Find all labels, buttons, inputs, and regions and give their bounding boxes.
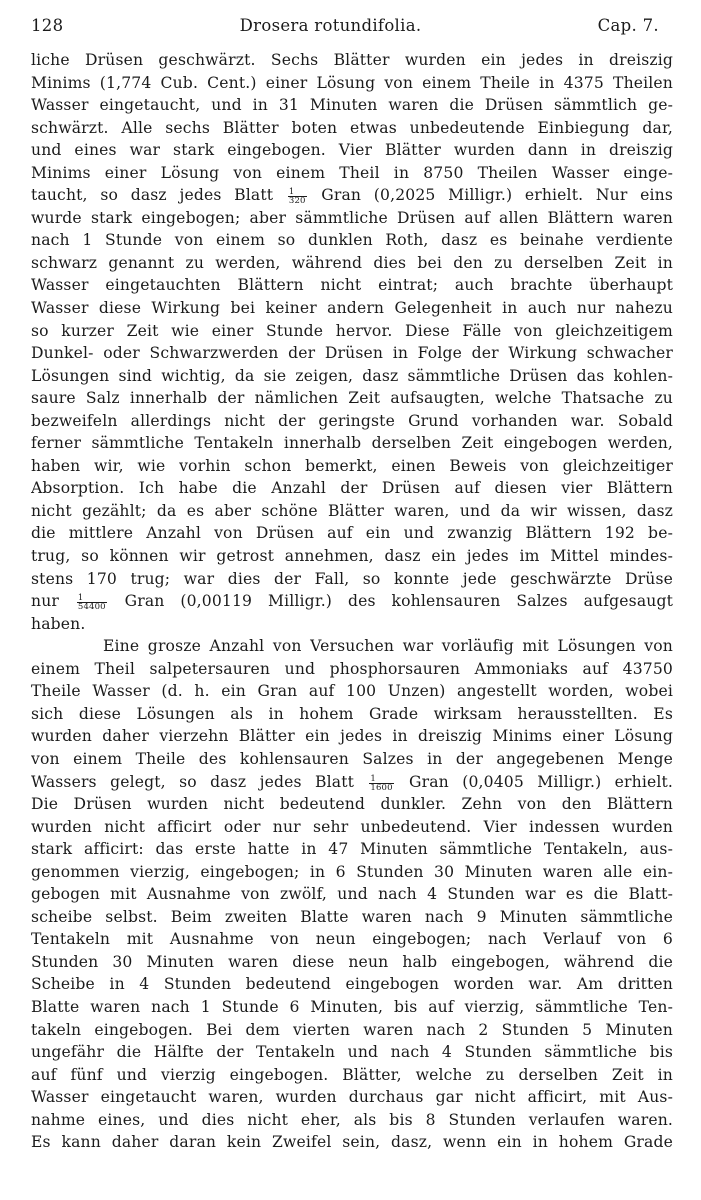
text-line: Absorption. Ich habe die Anzahl der Drüsen auf diesen vier Blättern (31, 479, 673, 498)
text-line: gebogen mit Ausnahme von zwölf, und nach 4 Stunden war es die Blatt- (31, 885, 673, 904)
text-line: so kurzer Zeit wie einer Stunde hervor. Diese Fälle von gleichzeitigem (31, 321, 673, 340)
text-line: wurden daher vierzehn Blätter ein jedes in dreiszig Minims einer Lösung (31, 727, 673, 746)
text-line: Wasser eingetaucht, und in 31 Minuten waren die Drüsen sämmtlich ge- (31, 96, 673, 115)
text-line: haben wir, wie vorhin schon bemerkt, einen Beweis von gleichzeitiger (31, 456, 673, 475)
text-line: ferner sämmtliche Tentakeln innerhalb derselben Zeit eingebogen werden, (31, 434, 673, 453)
text-line: schwarz genannt zu werden, während dies bei den zu derselben Zeit in (31, 253, 673, 272)
text-segment: Gran (0,0405 Milligr.) erhielt. (409, 772, 673, 791)
text-line: nach 1 Stunde von einem so dunklen Roth, dasz es beinahe verdiente (31, 231, 673, 250)
text-line: liche Drüsen geschwärzt. Sechs Blätter wurden ein jedes in dreiszig (31, 51, 673, 69)
text-line: sich diese Lösungen als in hohem Grade wirksam herausstellten. Es (31, 704, 673, 723)
text-line: Blatte waren nach 1 Stunde 6 Minuten, bis auf vierzig, sämmtliche Ten- (31, 997, 673, 1016)
text-segment: Gran (0,2025 Milligr.) erhielt. Nur eins (321, 186, 673, 205)
text-line: nicht gezählt; da es aber schöne Blätter waren, und da wir wissen, dasz (31, 501, 673, 520)
text-segment: taucht, so dasz jedes Blatt (31, 186, 274, 205)
fraction (77, 594, 107, 611)
text-line: wurden nicht afficirt oder nur sehr unbedeutend. Vier indessen wurden (31, 817, 673, 836)
text-line: auf fünf und vierzig eingebogen. Blätter, welche zu derselben Zeit in (31, 1065, 673, 1084)
running-title: Drosera rotundifolia. (239, 16, 422, 35)
text-line: Minims (1,774 Cub. Cent.) einer Lösung von einem Theile in 4375 Theilen (31, 73, 673, 92)
text-line: scheibe selbst. Beim zweiten Blatte waren nach 9 Minuten sämmtliche (31, 907, 673, 926)
text-line: ungefähr die Hälfte der Tentakeln und nach 4 Stunden sämmtliche bis (31, 1043, 673, 1062)
text-line: stark afficirt: das erste hatte in 47 Minuten sämmtliche Tentakeln, aus- (31, 840, 673, 859)
running-header (31, 16, 673, 49)
page-number: 128 (31, 16, 64, 35)
text-line: Dunkel- oder Schwarzwerden der Drüsen in Folge der Wirkung schwacher (31, 344, 673, 363)
text-line: trug, so können wir getrost annehmen, dasz ein jedes im Mittel mindes- (31, 547, 673, 566)
text-line: Theile Wasser (d. h. ein Gran auf 100 Unzen) angestellt worden, wobei (31, 682, 673, 701)
fraction-numerator: 1 (288, 188, 307, 197)
fraction (369, 775, 393, 792)
text-segment: Wassers gelegt, so dasz jedes Blatt (31, 772, 355, 791)
fraction (288, 188, 307, 205)
text-line: bezweifeln allerdings nicht der geringste Grund vorhanden war. Sobald (31, 411, 673, 430)
paragraph-1 (31, 49, 673, 635)
text-line: Wasser diese Wirkung bei keiner andern Gelegenheit in auch nur nahezu (31, 299, 673, 318)
text-line: saure Salz innerhalb der nämlichen Zeit aufsaugten, welche Thatsache zu (31, 389, 673, 408)
chapter-label: Cap. 7. (597, 16, 659, 35)
text-line-with-fraction (31, 771, 673, 794)
text-line: einem Theil salpetersauren und phosphorsauren Ammoniaks auf 43750 (31, 659, 673, 678)
fraction-denominator: 320 (288, 196, 306, 207)
text-line: Eine grosze Anzahl von Versuchen war vorläufig mit Lösungen von (103, 637, 673, 656)
text-line: Die Drüsen wurden nicht bedeutend dunkler. Zehn von den Blättern (31, 795, 673, 814)
text-line: Es kann daher daran kein Zweifel sein, dasz, wenn ein in hohem Grade (31, 1133, 673, 1152)
text-line: die mittlere Anzahl von Drüsen auf ein und zwanzig Blättern 192 be- (31, 524, 673, 543)
text-line: und eines war stark eingebogen. Vier Blätter wurden dann in dreiszig (31, 141, 673, 160)
text-line: takeln eingebogen. Bei dem vierten waren nach 2 Stunden 5 Minuten (31, 1020, 673, 1039)
text-line: haben. (31, 614, 86, 633)
text-line: genommen vierzig, eingebogen; in 6 Stunden 30 Minuten waren alle ein- (31, 862, 673, 881)
fraction-numerator: 1 (369, 775, 393, 784)
text-line: Wasser eingetauchten Blättern nicht eintrat; auch brachte überhaupt (31, 276, 673, 295)
paragraph-2 (31, 635, 673, 1154)
text-line: nahme eines, und dies nicht eher, als bis 8 Stunden verlaufen waren. (31, 1110, 673, 1129)
text-line: Tentakeln mit Ausnahme von neun eingebogen; nach Verlauf von 6 (31, 930, 673, 949)
text-line: Wasser eingetaucht waren, wurden durchaus gar nicht afficirt, mit Aus- (31, 1088, 673, 1107)
text-line-with-fraction (31, 184, 673, 207)
text-line: Stunden 30 Minuten waren diese neun halb eingebogen, während die (31, 952, 673, 971)
fraction-denominator: 54400 (77, 602, 106, 613)
text-line: stens 170 trug; war dies der Fall, so konnte jede geschwärzte Drüse (31, 569, 673, 588)
text-line: von einem Theile des kohlensauren Salzes in der angegebenen Menge (31, 749, 673, 768)
text-segment: nur (31, 592, 59, 611)
text-segment: Gran (0,00119 Milligr.) des kohlensauren Salzes aufgesaugt (124, 592, 673, 611)
fraction-denominator: 1600 (370, 782, 393, 793)
text-line: Lösungen sind wichtig, da sie zeigen, dasz sämmtliche Drüsen das kohlen- (31, 366, 673, 385)
text-line: schwärzt. Alle sechs Blätter boten etwas unbedeutende Einbiegung dar, (31, 118, 673, 137)
text-line: Minims einer Lösung von einem Theil in 8750 Theilen Wasser einge- (31, 163, 673, 182)
page-body (31, 49, 673, 1154)
text-line: wurde stark eingebogen; aber sämmtliche Drüsen auf allen Blättern waren (31, 208, 673, 227)
text-line-with-fraction (31, 590, 673, 613)
text-line: Scheibe in 4 Stunden bedeutend eingebogen worden war. Am dritten (31, 975, 673, 994)
fraction-numerator: 1 (77, 594, 107, 603)
